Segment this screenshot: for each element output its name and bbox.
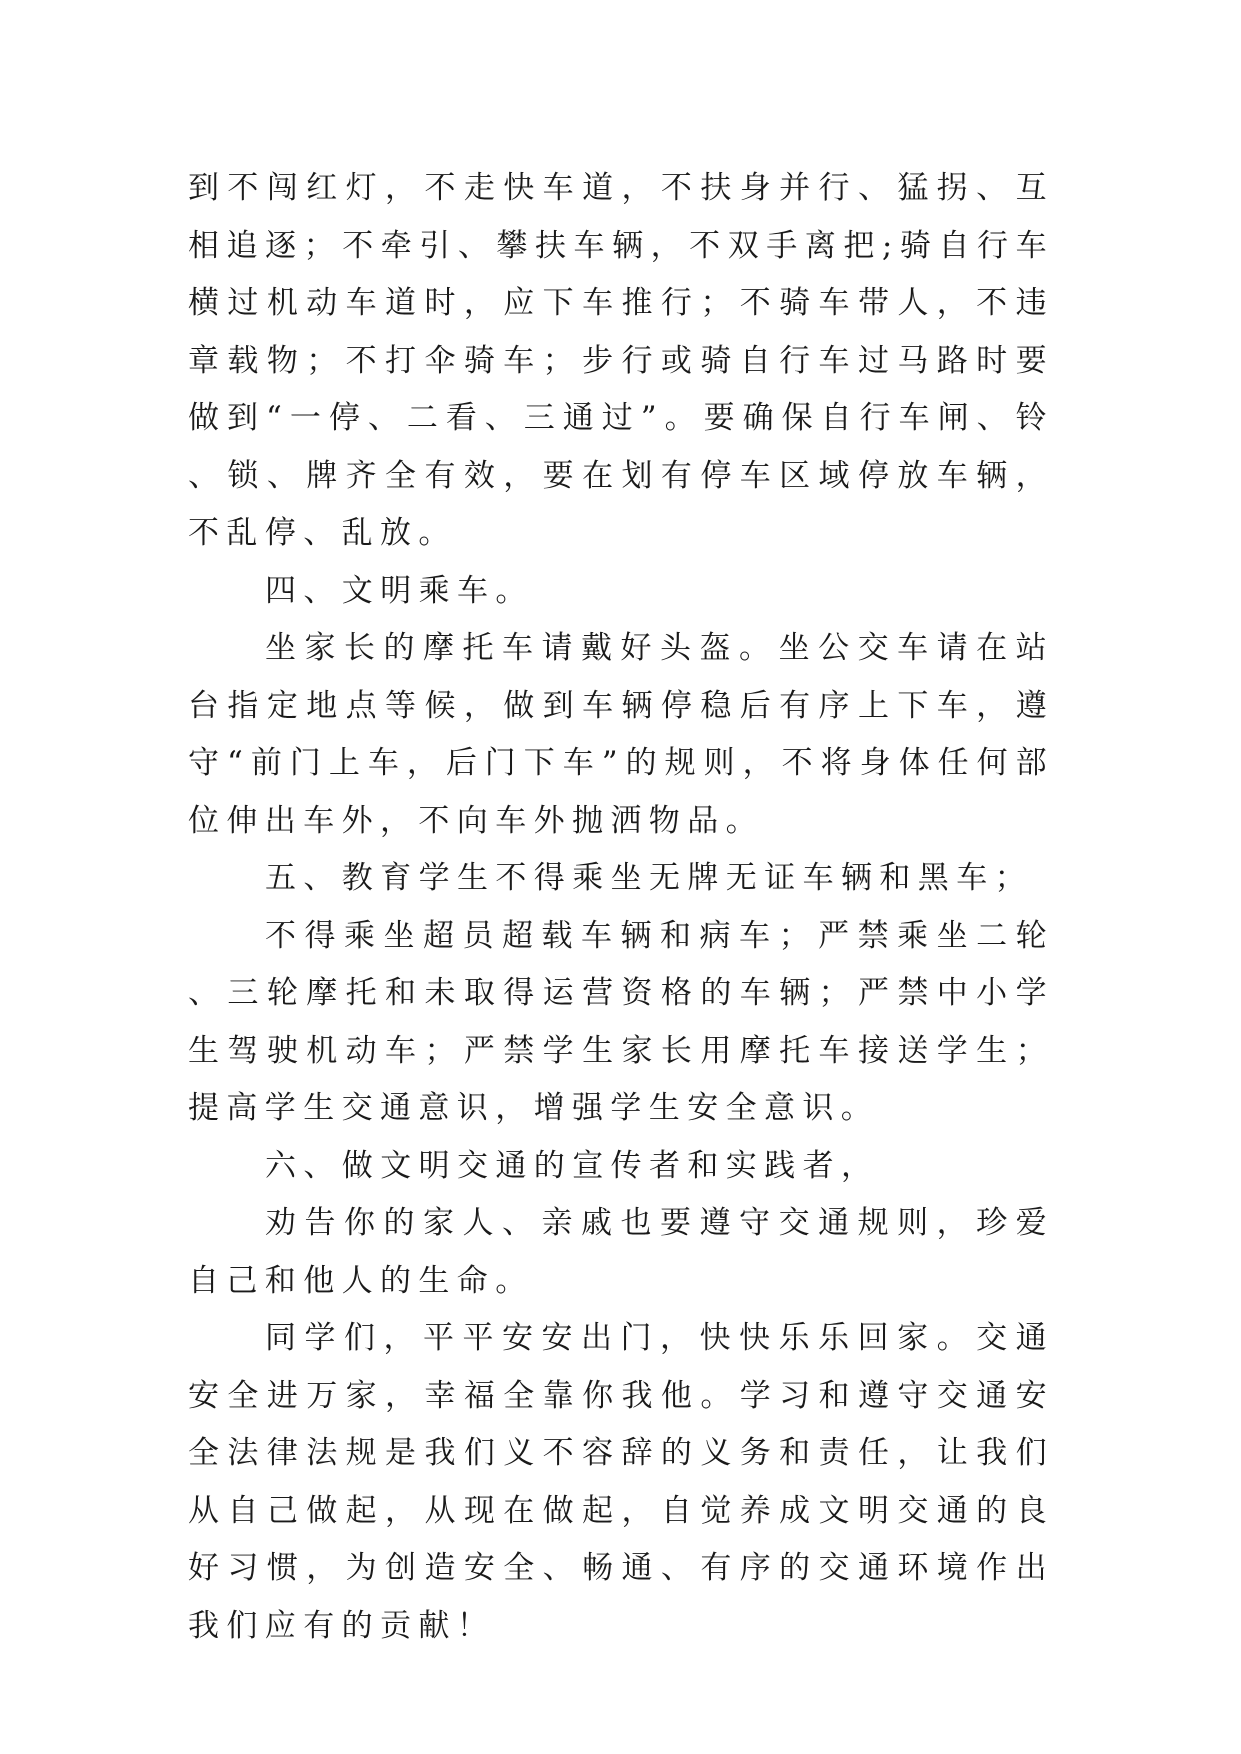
section-heading-5: 五、教育学生不得乘坐无牌无证车辆和黑车； (265, 860, 1033, 896)
paragraph-1: 到不闯红灯，不走快车道，不扶身并行、猛拐、互相追逐；不牵引、攀扶车辆，不双手离把;骑自行车横过机动车道时，应下车推行；不骑车带人，不违章载物；不打伞骑车；步行或骑自行车过马路时要做到“一停、二看、三通过”。要确保自行车闸、铃、锁、牌齐全有效，要在划有停车区域停放车辆，不乱停、乱放。 (188, 170, 1054, 551)
paragraph-5: 不得乘坐超员超载车辆和病车；严禁乘坐二轮、三轮摩托和未取得运营资格的车辆；严禁中小学生驾驶机动车；严禁学生家长用摩托车接送学生；提高学生交通意识，增强学生安全意识。 (188, 917, 1054, 1126)
paragraph-3: 坐家长的摩托车请戴好头盔。坐公交车请在站台指定地点等候，做到车辆停稳后有序上下车，遵守“前门上车，后门下车”的规则，不将身体任何部位伸出车外，不向车外抛洒物品。 (188, 630, 1054, 839)
paragraph-7: 劝告你的家人、亲戚也要遵守交通规则，珍爱自己和他人的生命。 (188, 1205, 1054, 1299)
closing-paragraph: 同学们，平平安安出门，快快乐乐回家。交通安全进万家，幸福全靠你我他。学习和遵守交通安全法律法规是我们义不容辞的义务和责任，让我们从自己做起，从现在做起，自觉养成文明交通的良好习惯，为创造安全、畅通、有序的交通环境作出我们应有的贡献！ (188, 1320, 1054, 1644)
section-heading-4: 四、文明乘车。 (265, 572, 534, 609)
section-heading-6: 六、做文明交通的宣传者和实践者， (265, 1147, 880, 1184)
document-body (188, 160, 1054, 1655)
